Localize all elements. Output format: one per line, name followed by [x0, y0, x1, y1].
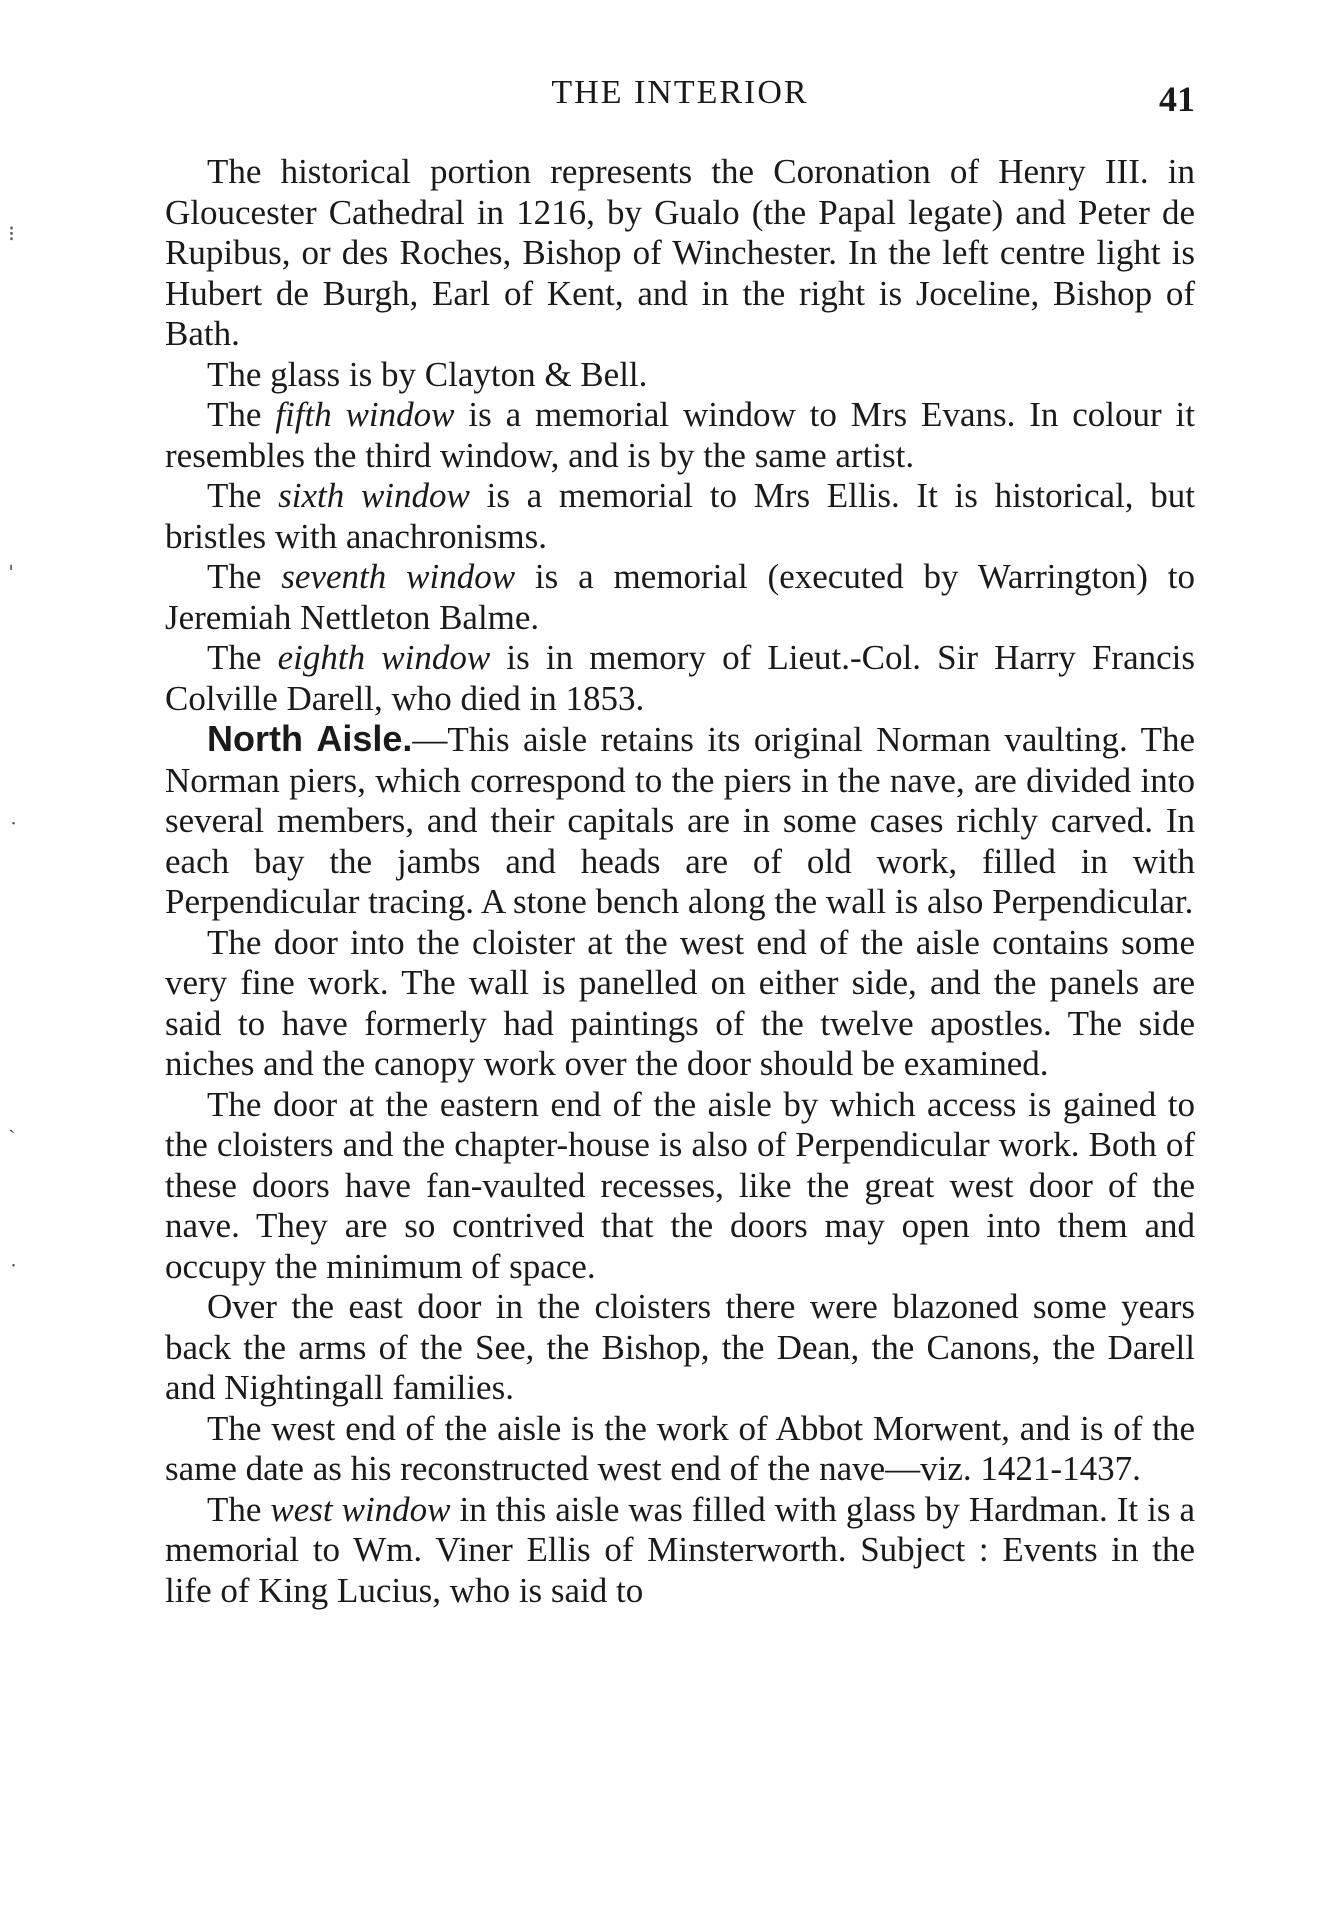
italic-term: west window [270, 1489, 451, 1529]
paragraph-text: is in memory of Lieut.-Col. Sir Harry Francis Colville Darell, who died in 1853. [165, 638, 1195, 718]
paragraph-text: The door at the eastern end of the aisle by which access is gained to the cloisters and the chapter-house is also of Perpendicular work. Both of these doors have fan-vaulted recesses, like the great west door of the nave. They are so contrived that the doors may open into them and occupy the minimum of space. [165, 1084, 1195, 1286]
paragraph-text: is a memorial (executed by Warrington) to Jeremiah Nettleton Balme. [165, 557, 1195, 637]
page-number: 41 [1159, 79, 1195, 119]
paragraph-text: —This aisle retains its original Norman vaulting. The Norman piers, which correspond to the piers in the nave, are divided into several members, and their capitals are in some cases richly carved. In each bay the jambs and heads are of old work, filled in with Perpendicular tracing. A stone bench along the wall is also Perpendicular. [165, 720, 1195, 921]
paragraph-5 [165, 557, 1195, 638]
speck-mark: ˌ [8, 548, 15, 573]
page-header [165, 72, 1195, 122]
italic-term: eighth window [277, 638, 491, 677]
paragraph-text: The [207, 1489, 271, 1529]
paragraph-text: The glass is by Clayton & Bell. [207, 354, 648, 394]
paragraph-3 [165, 395, 1195, 476]
italic-term: fifth window [275, 395, 455, 434]
body-text [165, 152, 1195, 1611]
paragraph-text: The historical portion represents the Coronation of Henry III. in Gloucester Cathedral in 1216, by Gualo (the Papal legate) and Peter de Rupibus, or des Roches, Bishop of Winchester. In the left centre light is Hubert de Burgh, Earl of Kent, and in the right is Joceline, Bishop of Bath. [165, 152, 1195, 353]
section-heading: North Aisle. [207, 718, 413, 759]
paragraph-1 [165, 152, 1195, 355]
paragraph-2 [165, 355, 1195, 396]
italic-term: sixth window [278, 476, 470, 515]
paragraph-text: in this aisle was filled with glass by Hardman. It is a memorial to Wm. Viner Ellis of Minsterworth. Subject : Events in the life of King Lucius, who is said to [165, 1489, 1195, 1610]
paragraph-12 [165, 1490, 1195, 1612]
paragraph-9 [165, 1085, 1195, 1288]
paragraph-8 [165, 923, 1195, 1085]
speck-mark: ⁝ [8, 222, 15, 247]
speck-mark: ˙ [8, 1262, 19, 1287]
italic-term: seventh window [281, 557, 516, 596]
paragraph-text: The [207, 395, 276, 434]
paragraph-11 [165, 1409, 1195, 1490]
speck-mark: ˏ [8, 1109, 16, 1134]
paragraph-text: The [207, 638, 278, 677]
paragraph-text: is a memorial window to Mrs Evans. In colour it resembles the third window, and is by the same artist. [165, 395, 1196, 475]
speck-mark: ˙ [8, 820, 19, 845]
paragraph-7 [165, 719, 1195, 923]
paragraph-text: is a memorial to Mrs Ellis. It is historical, but bristles with anachronisms. [165, 476, 1195, 556]
paragraph-text: The [207, 557, 282, 596]
paragraph-text: The door into the cloister at the west end of the aisle contains some very fine work. The wall is panelled on either side, and the panels are said to have formerly had paintings of the twelve apostles. The side niches and the canopy work over the door should be examined. [165, 922, 1195, 1083]
paragraph-4 [165, 476, 1195, 557]
paragraph-10 [165, 1287, 1195, 1409]
paragraph-text: The [207, 476, 279, 515]
running-head: THE INTERIOR [551, 74, 809, 111]
paragraph-text: The west end of the aisle is the work of Abbot Morwent, and is of the same date as his reconstructed west end of the nave—viz. 1421-1437. [165, 1408, 1195, 1488]
paragraph-6 [165, 638, 1195, 719]
paragraph-text: Over the east door in the cloisters there were blazoned some years back the arms of the See, the Bishop, the Dean, the Canons, the Darell and Nightingall families. [165, 1287, 1195, 1407]
